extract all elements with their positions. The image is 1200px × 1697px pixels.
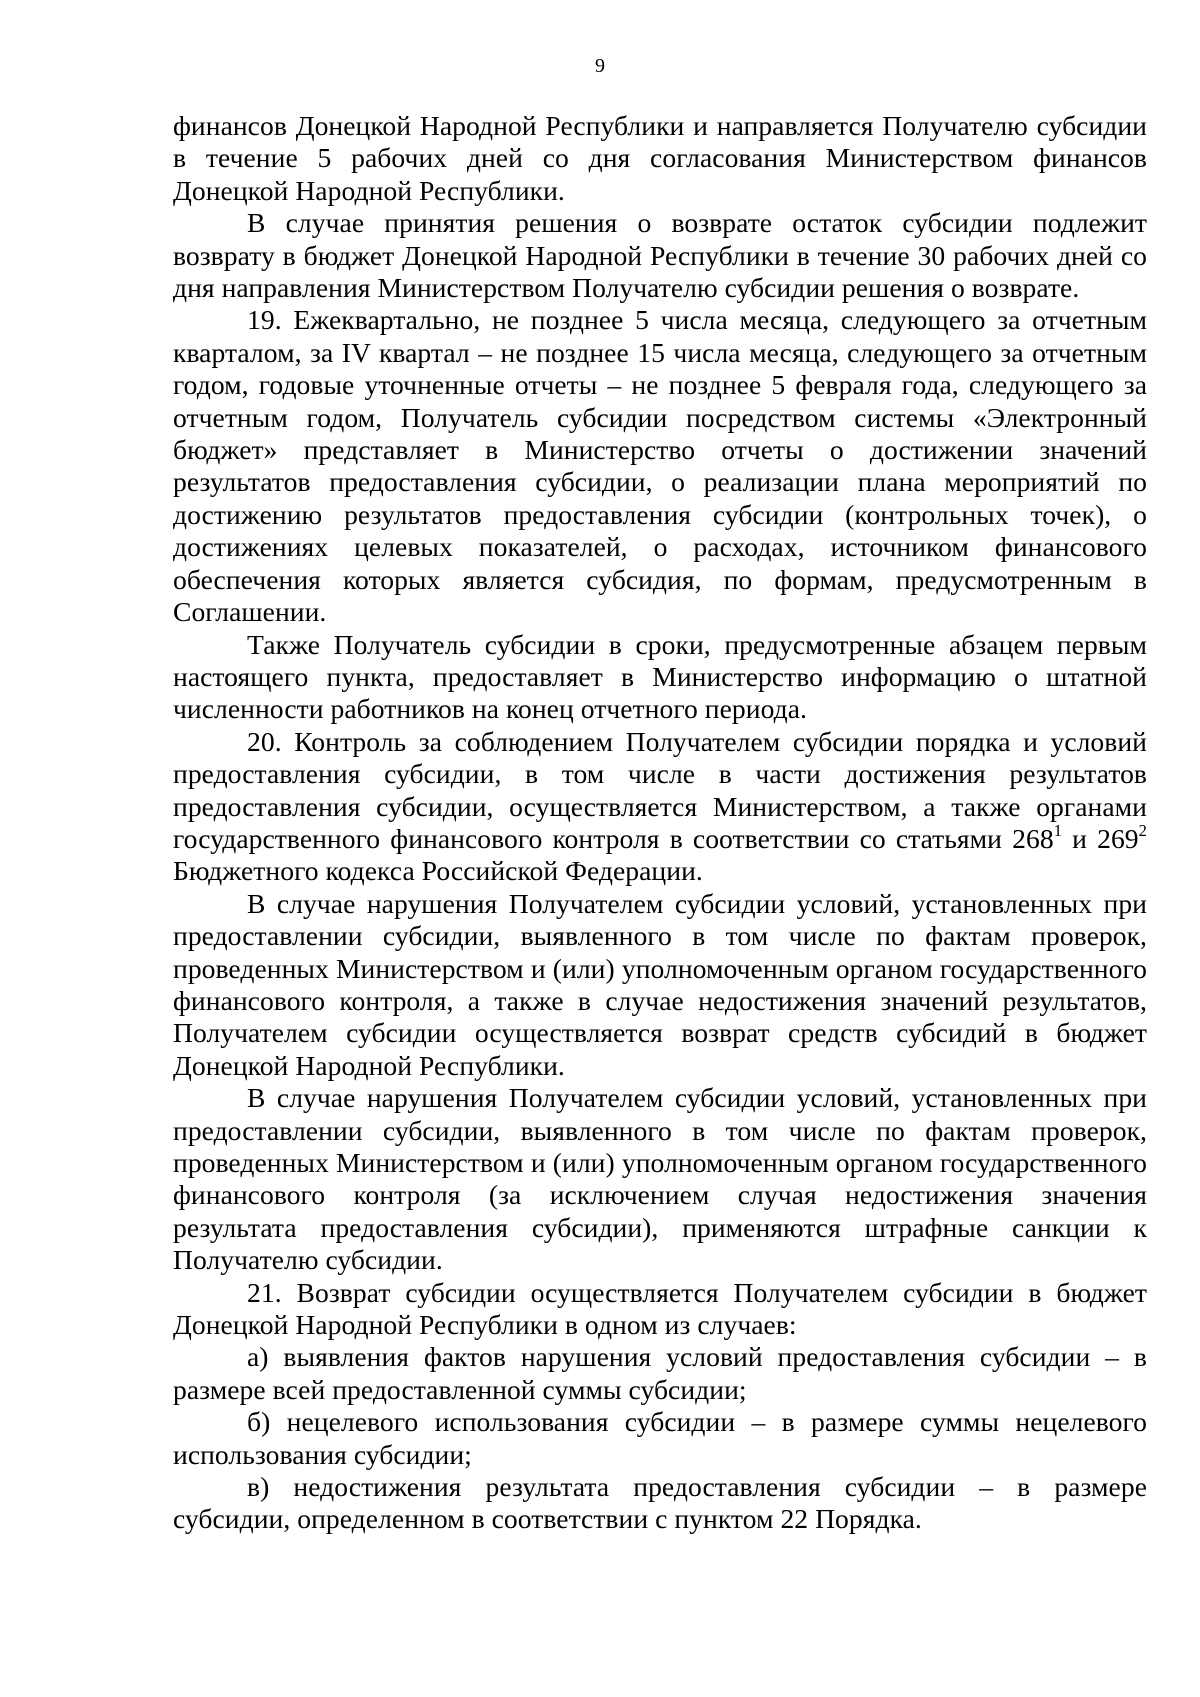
paragraph-item-19: 19. Ежеквартально, не позднее 5 числа месяца, следующего за отчетным кварталом, за IV квартал – не позднее 15 числа месяца, следующего за отчетным годом, годовые уточненные отчеты – не позднее 5 февраля года, следующего за отчетным годом, Получатель субсидии посредством системы «Электронный бюджет» представляет в Министерство отчеты о достижении значений результатов предоставления субсидии, о реализации плана мероприятий по достижению результатов предоставления субсидии (контрольных точек), о достижениях целевых показателей, о расходах, источником финансового обеспечения которых является субсидия, по формам, предусмотренным в Соглашении.: [173, 304, 1147, 628]
page-number: 9: [595, 55, 605, 77]
paragraph-staff-info: Также Получатель субсидии в сроки, предусмотренные абзацем первым настоящего пункта, предоставляет в Министерство информацию о штатной численности работников на конец отчетного периода.: [173, 628, 1147, 725]
paragraph-violation-penalty: В случае нарушения Получателем субсидии условий, установленных при предоставлении субсидии, выявленного в том числе по фактам проверок, проведенных Министерством и (или) уполномоченным органом государственного финансового контроля (за исключением случая недостижения значения результата предоставления субсидии), применяются штрафные санкции к Получателю субсидии.: [173, 1082, 1147, 1276]
document-body: [173, 110, 1147, 1536]
item-20-text-middle: и 269: [1062, 822, 1139, 854]
paragraph-item-21-v: в) недостижения результата предоставления субсидии – в размере субсидии, определенном в соответствии с пунктом 22 Порядка.: [173, 1471, 1147, 1535]
paragraph-return-decision: В случае принятия решения о возврате остаток субсидии подлежит возврату в бюджет Донецкой Народной Республики в течение 30 рабочих дней со дня направления Министерством Получателю субсидии решения о возврате.: [173, 207, 1147, 304]
article-superscript-1: 1: [1053, 820, 1063, 840]
paragraph-continuation: финансов Донецкой Народной Республики и направляется Получателю субсидии в течение 5 рабочих дней со дня согласования Министерством финансов Донецкой Народной Республики.: [173, 110, 1147, 206]
paragraph-item-20: [173, 726, 1147, 888]
paragraph-item-21-a: а) выявления фактов нарушения условий предоставления субсидии – в размере всей предоставленной суммы субсидии;: [173, 1341, 1147, 1405]
article-superscript-2: 2: [1138, 820, 1147, 840]
item-20-text-after: Бюджетного кодекса Российской Федерации.: [173, 855, 703, 887]
paragraph-violation-return: В случае нарушения Получателем субсидии условий, установленных при предоставлении субсидии, выявленного в том числе по фактам проверок, проведенных Министерством и (или) уполномоченным органом государственного финансового контроля, а также в случае недостижения значений результатов, Получателем субсидии осуществляется возврат средств субсидий в бюджет Донецкой Народной Республики.: [173, 887, 1147, 1081]
item-20-text-before: 20. Контроль за соблюдением Получателем субсидии порядка и условий предоставления субсидии, в том числе в части достижения результатов предоставления субсидии, осуществляется Министерством, а также органами государственного финансового контроля в соответствии со статьями 268: [173, 725, 1147, 854]
paragraph-item-21-b: б) нецелевого использования субсидии – в размере суммы нецелевого использования субсидии;: [173, 1406, 1147, 1470]
paragraph-item-21: 21. Возврат субсидии осуществляется Получателем субсидии в бюджет Донецкой Народной Республики в одном из случаев:: [173, 1276, 1147, 1341]
